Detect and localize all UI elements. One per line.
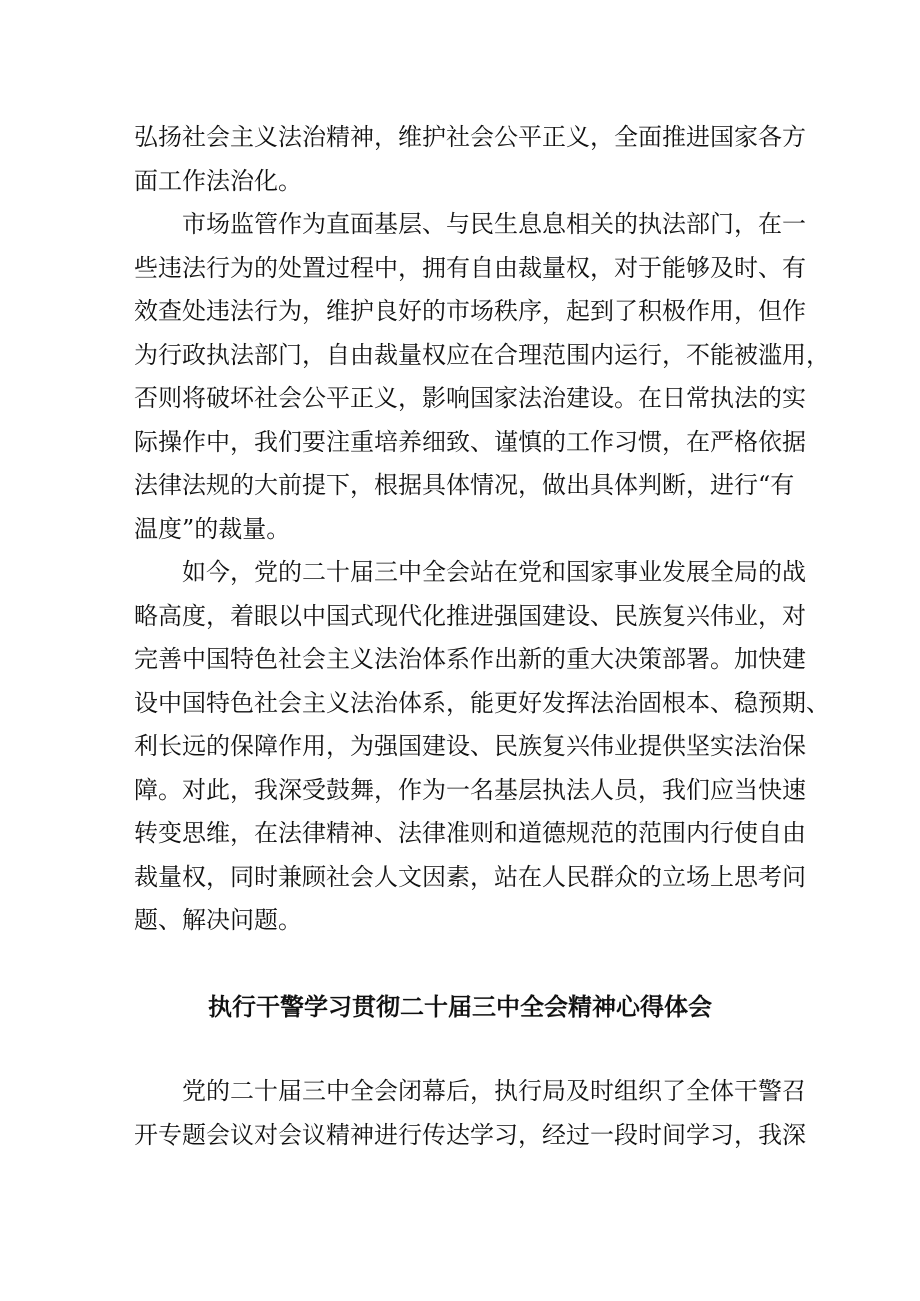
text-line: 面工作法治化。 bbox=[134, 166, 302, 195]
paragraph-1 bbox=[134, 116, 806, 203]
text-line: 如今，党的二十届三中全会站在党和国家事业发展全局的战 bbox=[182, 558, 806, 586]
text-line: 法律法规的大前提下，根据具体情况，做出具体判断，进行“有 bbox=[134, 471, 795, 499]
paragraph-2 bbox=[134, 203, 830, 551]
text-line: 为行政执法部门，自由裁量权应在合理范围内运行，不能被滥用， bbox=[134, 340, 830, 369]
text-line: 弘扬社会主义法治精神，维护社会公平正义，全面推进国家各方 bbox=[134, 123, 806, 151]
text-line: 效查处违法行为，维护良好的市场秩序，起到了积极作用，但作 bbox=[134, 297, 806, 325]
section-title: 执行干警学习贯彻二十届三中全会精神心得体会 bbox=[208, 991, 712, 1021]
text-line: 否则将破坏社会公平正义，影响国家法治建设。在日常执法的实 bbox=[134, 384, 806, 412]
text-line: 转变思维，在法律精神、法律准则和道德规范的范围内行使自由 bbox=[134, 819, 806, 847]
text-line: 完善中国特色社会主义法治体系作出新的重大决策部署。加快建 bbox=[134, 645, 806, 673]
paragraph-3 bbox=[134, 551, 830, 943]
text-line: 市场监管作为直面基层、与民生息息相关的执法部门，在一 bbox=[182, 210, 806, 238]
text-line: 际操作中，我们要注重培养细致、谨慎的工作习惯，在严格依据 bbox=[134, 427, 806, 456]
text-line: 开专题会议对会议精神进行传达学习，经过一段时间学习，我深 bbox=[134, 1120, 806, 1149]
document-body bbox=[134, 116, 830, 1157]
text-line: 裁量权，同时兼顾社会人文因素，站在人民群众的立场上思考问 bbox=[134, 862, 806, 891]
text-line: 题、解决问题。 bbox=[134, 906, 302, 934]
text-line: 障。对此，我深受鼓舞，作为一名基层执法人员，我们应当快速 bbox=[134, 775, 806, 804]
text-line: 温度”的裁量。 bbox=[134, 514, 291, 543]
text-line: 设中国特色社会主义法治体系，能更好发挥法治固根本、稳预期、 bbox=[134, 688, 830, 717]
text-line: 利长远的保障作用，为强国建设、民族复兴伟业提供坚实法治保 bbox=[134, 732, 806, 760]
text-line: 略高度，着眼以中国式现代化推进强国建设、民族复兴伟业，对 bbox=[134, 601, 806, 630]
text-line: 党的二十届三中全会闭幕后，执行局及时组织了全体干警召 bbox=[182, 1077, 806, 1105]
paragraph-4 bbox=[134, 1070, 806, 1157]
text-line: 些违法行为的处置过程中，拥有自由裁量权，对于能够及时、有 bbox=[134, 253, 806, 282]
